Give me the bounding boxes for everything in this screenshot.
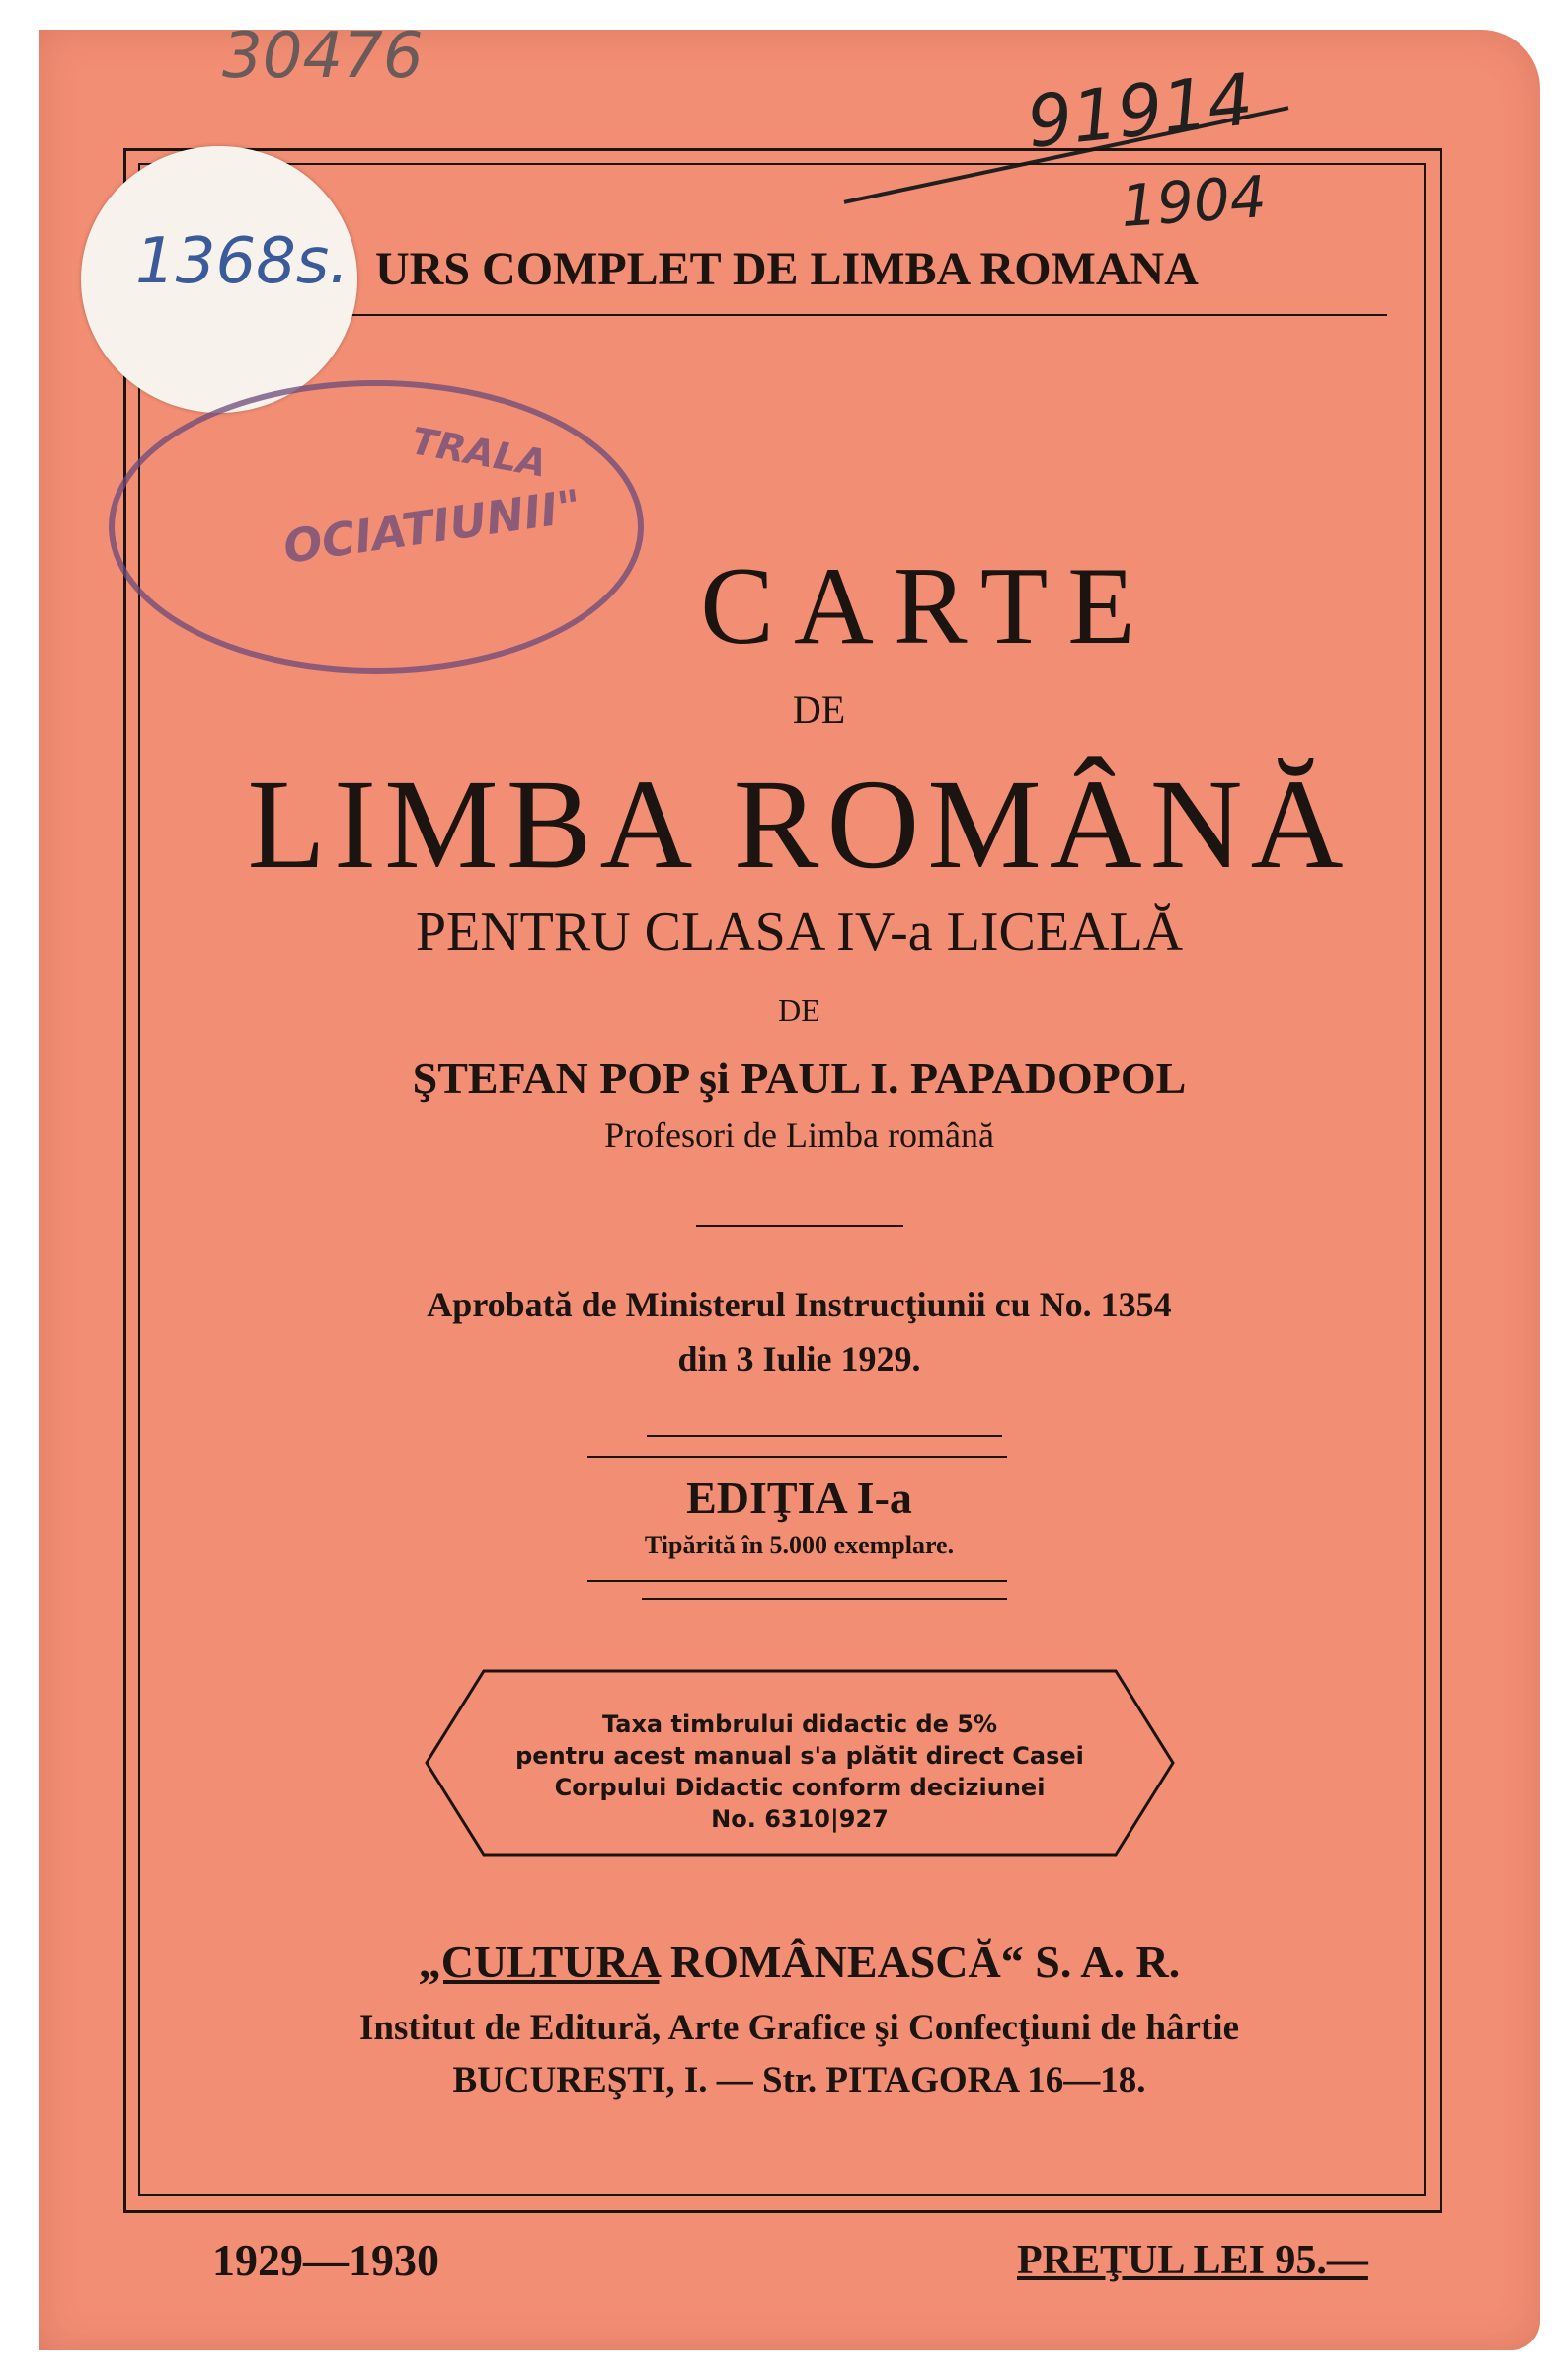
- publisher-name: [20, 1936, 1559, 1988]
- footer-years: 1929—1930: [212, 2235, 439, 2285]
- tax-notice-line-3: Corpului Didactic conform deciziunei: [554, 1774, 1046, 1801]
- edition-rule-bottom-1: [587, 1580, 1007, 1582]
- tax-notice-line-2: pentru acest manual s'a plătit direct Casei: [515, 1742, 1084, 1770]
- handwritten-year-note: 1904: [1118, 162, 1269, 241]
- tax-notice-line-4: No. 6310|927: [711, 1805, 889, 1833]
- publisher-name-underlined: „CULTURA: [418, 1937, 660, 1987]
- tax-notice-box: [425, 1669, 1175, 1857]
- authors-role: Profesori de Limba română: [604, 1115, 994, 1154]
- edition-print-run: Tipărită în 5.000 exemplare.: [644, 1531, 955, 1559]
- footer-price: PREŢUL LEI 95.—: [1017, 2238, 1368, 2283]
- title-carte: CARTE: [700, 545, 1155, 668]
- publisher-line-2: Institut de Editură, Arte Grafice şi Confecţiuni de hârtie: [359, 2008, 1239, 2048]
- series-title-rule: [341, 314, 1387, 316]
- edition-rule-bottom-2: [642, 1598, 1007, 1600]
- publisher-line-3: BUCUREŞTI, I. — Str. PITAGORA 16—18.: [452, 2060, 1146, 2101]
- subtitle: PENTRU CLASA IV-a LICEALĂ: [415, 902, 1184, 963]
- title-limba-romana: LIMBA ROMÂNĂ: [247, 754, 1352, 896]
- library-sticker: [81, 146, 357, 413]
- divider-1: [696, 1225, 903, 1227]
- handwritten-top-number: 30476: [222, 20, 424, 93]
- stamp-text-1: TRALA: [408, 419, 550, 486]
- stamp-text-2: OCIATIUNII": [279, 479, 585, 574]
- sticker-number: 1368s.: [135, 225, 350, 298]
- tax-notice-line-1: Taxa timbrului didactic de 5%: [601, 1710, 998, 1738]
- edition-label: EDIŢIA I-a: [686, 1472, 912, 1523]
- by-label: DE: [778, 992, 820, 1028]
- approval-line-1: Aprobată de Ministerul Instrucţiunii cu No. 1354: [427, 1285, 1172, 1324]
- authors: ŞTEFAN POP şi PAUL I. PAPADOPOL: [412, 1053, 1187, 1103]
- publisher-name-rest: ROMÂNEASCĂ“ S. A. R.: [659, 1937, 1181, 1987]
- series-title: URS COMPLET DE LIMBA ROMANA: [375, 243, 1199, 295]
- title-de: DE: [792, 687, 846, 732]
- edition-rule-top-2: [587, 1456, 1007, 1458]
- edition-rule-top-1: [647, 1435, 1002, 1437]
- handwritten-crossed-number: 91914: [1023, 57, 1257, 164]
- approval-line-2: din 3 Iulie 1929.: [677, 1339, 921, 1379]
